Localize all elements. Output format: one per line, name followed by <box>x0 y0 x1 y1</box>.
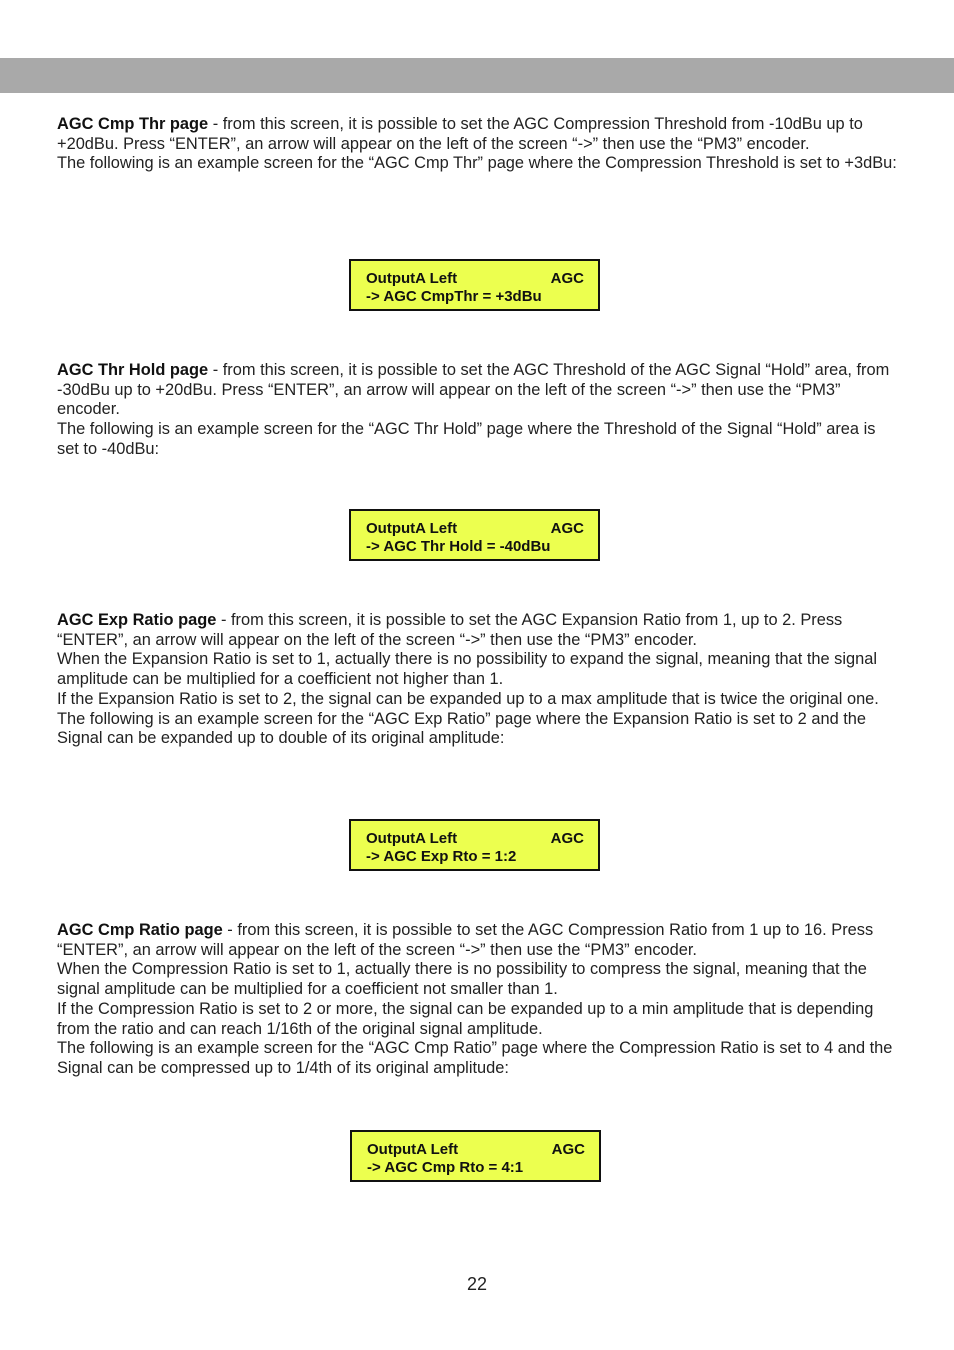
section-paragraph: The following is an example screen for the “AGC Exp Ratio” page where the Expansion Ratio is set to 2 and the Signal can be expanded up to double of its original amplitude: <box>57 709 867 748</box>
section-intro <box>57 921 897 960</box>
section-paragraph: The following is an example screen for the “AGC Thr Hold” page where the Threshold of the Signal “Hold” area is set to -40dBu: <box>57 420 876 458</box>
lcd-screen-agc-exp-ratio <box>349 819 600 871</box>
section-intro <box>57 361 897 420</box>
lcd-line1-right: AGC <box>551 1141 585 1158</box>
section-agc-cmp-ratio <box>57 921 897 1079</box>
lcd-line1-right: AGC <box>550 520 584 537</box>
section-agc-cmp-thr <box>57 115 897 174</box>
section-paragraph: If the Expansion Ratio is set to 2, the signal can be expanded up to a max amplitude that is twice the original one. <box>57 689 879 708</box>
section-intro <box>57 115 897 154</box>
section-title: AGC Cmp Ratio page <box>57 921 223 939</box>
section-paragraph: When the Compression Ratio is set to 1, actually there is no possibility to compress the signal, meaning that the signal amplitude can be multiplied for a coefficient not smaller than 1. <box>57 960 867 999</box>
lcd-line1-left: OutputA Left <box>366 830 458 847</box>
lcd-line1-right: AGC <box>550 830 584 847</box>
lcd-line2: -> AGC CmpThr = +3dBu <box>366 288 542 305</box>
page-number: 22 <box>466 1274 488 1294</box>
header-band <box>0 58 954 93</box>
lcd-line1-left: OutputA Left <box>366 520 458 537</box>
lcd-screen-agc-cmp-thr <box>349 259 600 311</box>
section-title: AGC Thr Hold page <box>57 361 209 379</box>
section-agc-exp-ratio <box>57 611 897 749</box>
section-title: AGC Cmp Thr page <box>57 115 209 133</box>
section-lead: - from this screen, it is possible to set the AGC Compression Ratio from 1 up to 16. Press “ENTER”, an arrow will appear on the left of the screen “->” then use the “PM3” encoder. <box>57 921 874 959</box>
section-paragraph: The following is an example screen for the “AGC Cmp Ratio” page where the Compression Ratio is set to 4 and the Signal can be compressed up to 1/4th of its original amplitude: <box>57 1039 893 1077</box>
lcd-line1-left: OutputA Left <box>367 1141 459 1158</box>
lcd-line1-left: OutputA Left <box>366 270 458 287</box>
lcd-line2: -> AGC Exp Rto = 1:2 <box>366 848 517 865</box>
section-agc-thr-hold <box>57 361 897 460</box>
section-lead: - from this screen, it is possible to set the AGC Compression Threshold from -10dBu up to +20dBu. Press “ENTER”, an arrow will appear on the left of the screen “->” then use the “PM3” encoder. <box>57 115 863 153</box>
lcd-screen-agc-thr-hold <box>349 509 600 561</box>
lcd-screen-agc-cmp-ratio <box>350 1130 601 1182</box>
section-intro <box>57 611 897 650</box>
section-paragraph: The following is an example screen for the “AGC Cmp Thr” page where the Compression Threshold is set to +3dBu: <box>57 154 897 173</box>
section-lead: - from this screen, it is possible to set the AGC Threshold of the AGC Signal “Hold” area, from -30dBu up to +20dBu. Press “ENTER”, an arrow will appear on the left of the screen “->” then use the “PM3” encoder. <box>57 361 890 419</box>
lcd-line1-right: AGC <box>550 270 584 287</box>
section-lead: - from this screen, it is possible to set the AGC Expansion Ratio from 1, up to 2. Press “ENTER”, an arrow will appear on the left of the screen “->” then use the “PM3” encoder. <box>57 611 843 649</box>
section-paragraph: If the Compression Ratio is set to 2 or more, the signal can be expanded up to a min amplitude that is depending from the ratio and can reach 1/16th of the original signal amplitude. <box>57 999 874 1038</box>
lcd-line2: -> AGC Cmp Rto = 4:1 <box>367 1159 524 1176</box>
lcd-line2: -> AGC Thr Hold = -40dBu <box>366 538 551 555</box>
section-paragraph: When the Expansion Ratio is set to 1, actually there is no possibility to expand the signal, meaning that the signal amplitude can be multiplied for a coefficient not higher than 1. <box>57 650 878 689</box>
section-title: AGC Exp Ratio page <box>57 611 217 629</box>
